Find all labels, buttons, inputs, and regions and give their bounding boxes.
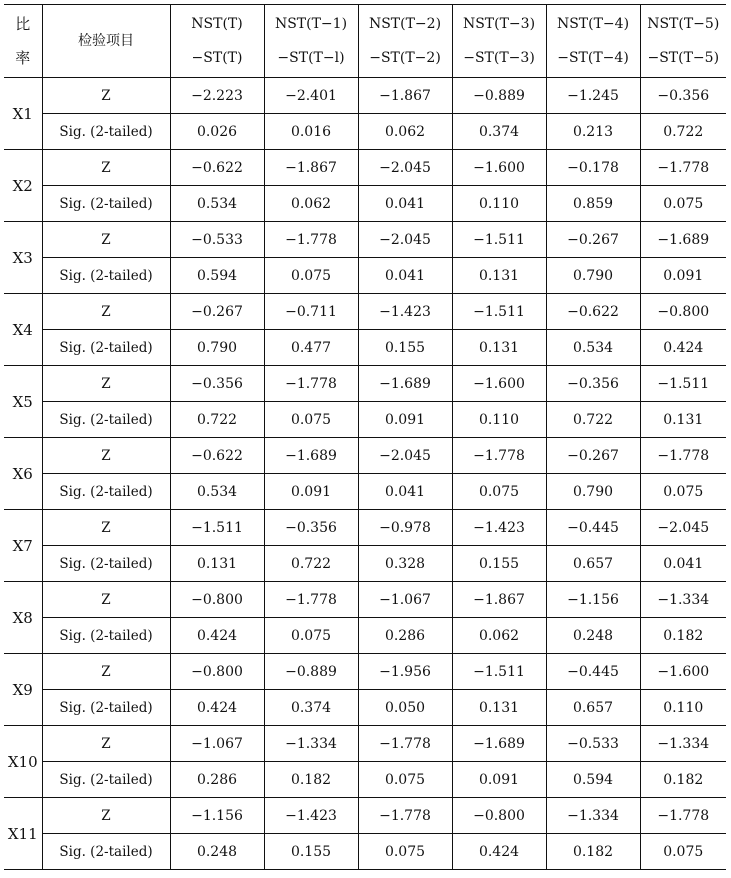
sig-value: 0.534	[170, 474, 264, 510]
ratio-label: X4	[4, 294, 42, 366]
column-header-line1: NST(T−1)	[274, 16, 348, 32]
z-value: −0.178	[546, 150, 640, 186]
z-row	[4, 366, 726, 402]
table-body	[4, 78, 726, 870]
z-row	[4, 510, 726, 546]
sig-value: 0.248	[546, 618, 640, 654]
z-value: −1.334	[264, 726, 358, 762]
item-label-z: Z	[42, 510, 170, 546]
z-value: −1.778	[358, 726, 452, 762]
sig-value: 0.328	[358, 546, 452, 582]
z-value: −0.978	[358, 510, 452, 546]
z-value: −1.423	[358, 294, 452, 330]
sig-value: 0.657	[546, 546, 640, 582]
sig-value: 0.131	[640, 402, 726, 438]
z-value: −2.045	[358, 150, 452, 186]
sig-value: 0.131	[170, 546, 264, 582]
sig-value: 0.062	[358, 114, 452, 150]
z-value: −1.600	[452, 150, 546, 186]
sig-row	[4, 762, 726, 798]
sig-value: 0.594	[170, 258, 264, 294]
header-row	[4, 5, 726, 78]
sig-value: 0.041	[358, 186, 452, 222]
column-header	[264, 5, 358, 78]
sig-value: 0.182	[640, 618, 726, 654]
sig-value: 0.248	[170, 834, 264, 870]
z-value: −0.267	[546, 438, 640, 474]
z-value: −1.778	[264, 222, 358, 258]
z-value: −1.423	[264, 798, 358, 834]
sig-value: 0.286	[170, 762, 264, 798]
column-header	[640, 5, 726, 78]
z-value: −0.800	[640, 294, 726, 330]
sig-row	[4, 186, 726, 222]
item-label-sig: Sig. (2-tailed)	[42, 474, 170, 510]
sig-value: 0.286	[358, 618, 452, 654]
z-value: −1.511	[452, 294, 546, 330]
sig-value: 0.026	[170, 114, 264, 150]
item-label-sig: Sig. (2-tailed)	[42, 618, 170, 654]
sig-value: 0.075	[264, 258, 358, 294]
item-header: 检验项目	[42, 5, 170, 78]
z-row	[4, 654, 726, 690]
item-label-sig: Sig. (2-tailed)	[42, 834, 170, 870]
sig-value: 0.075	[640, 186, 726, 222]
sig-value: 0.722	[640, 114, 726, 150]
z-value: −2.045	[358, 222, 452, 258]
z-value: −1.334	[546, 798, 640, 834]
z-value: −1.689	[640, 222, 726, 258]
column-header-line2: −ST(T−5)	[647, 50, 720, 66]
column-header-line1: NST(T−4)	[556, 16, 630, 32]
z-value: −2.045	[358, 438, 452, 474]
statistics-table	[4, 4, 726, 870]
sig-value: 0.091	[452, 762, 546, 798]
z-value: −0.356	[264, 510, 358, 546]
sig-value: 0.091	[358, 402, 452, 438]
column-header-line2: −ST(T−2)	[369, 50, 441, 66]
sig-value: 0.859	[546, 186, 640, 222]
column-header-line1: NST(T−2)	[368, 16, 442, 32]
column-header-line2: −ST(T−3)	[463, 50, 535, 66]
z-value: −0.800	[452, 798, 546, 834]
z-value: −2.223	[170, 78, 264, 114]
column-header-line1: NST(T−3)	[462, 16, 536, 32]
z-value: −1.956	[358, 654, 452, 690]
z-row	[4, 798, 726, 834]
item-label-z: Z	[42, 366, 170, 402]
sig-value: 0.790	[170, 330, 264, 366]
z-value: −0.622	[546, 294, 640, 330]
sig-row	[4, 114, 726, 150]
z-value: −0.622	[170, 150, 264, 186]
z-value: −1.156	[546, 582, 640, 618]
z-value: −0.622	[170, 438, 264, 474]
sig-row	[4, 690, 726, 726]
z-value: −1.778	[264, 582, 358, 618]
z-value: −0.533	[170, 222, 264, 258]
z-value: −1.511	[452, 222, 546, 258]
sig-value: 0.110	[452, 402, 546, 438]
z-value: −1.867	[264, 150, 358, 186]
z-row	[4, 582, 726, 618]
item-label-z: Z	[42, 150, 170, 186]
sig-value: 0.182	[546, 834, 640, 870]
z-row	[4, 294, 726, 330]
sig-row	[4, 834, 726, 870]
sig-value: 0.075	[358, 834, 452, 870]
ratio-label: X3	[4, 222, 42, 294]
sig-value: 0.374	[452, 114, 546, 150]
z-value: −1.600	[452, 366, 546, 402]
z-value: −1.867	[358, 78, 452, 114]
z-value: −0.800	[170, 654, 264, 690]
z-value: −1.778	[640, 438, 726, 474]
sig-value: 0.075	[264, 618, 358, 654]
z-value: −0.356	[546, 366, 640, 402]
z-row	[4, 438, 726, 474]
z-value: −1.334	[640, 726, 726, 762]
z-value: −1.778	[358, 798, 452, 834]
sig-value: 0.050	[358, 690, 452, 726]
z-value: −1.600	[640, 654, 726, 690]
sig-value: 0.075	[264, 402, 358, 438]
ratio-label: X11	[4, 798, 42, 870]
sig-row	[4, 474, 726, 510]
column-header	[452, 5, 546, 78]
sig-value: 0.722	[264, 546, 358, 582]
z-value: −1.778	[452, 438, 546, 474]
z-row	[4, 150, 726, 186]
sig-value: 0.131	[452, 258, 546, 294]
sig-value: 0.182	[640, 762, 726, 798]
z-value: −1.689	[264, 438, 358, 474]
item-label-sig: Sig. (2-tailed)	[42, 186, 170, 222]
z-value: −1.067	[358, 582, 452, 618]
sig-value: 0.091	[264, 474, 358, 510]
sig-value: 0.534	[170, 186, 264, 222]
item-label-z: Z	[42, 654, 170, 690]
column-header	[358, 5, 452, 78]
sig-row	[4, 402, 726, 438]
sig-value: 0.594	[546, 762, 640, 798]
sig-value: 0.041	[358, 474, 452, 510]
ratio-label: X10	[4, 726, 42, 798]
item-label-z: Z	[42, 294, 170, 330]
sig-value: 0.041	[640, 546, 726, 582]
sig-row	[4, 258, 726, 294]
sig-value: 0.131	[452, 690, 546, 726]
z-value: −1.689	[358, 366, 452, 402]
z-value: −2.045	[640, 510, 726, 546]
sig-value: 0.155	[358, 330, 452, 366]
sig-value: 0.075	[640, 834, 726, 870]
z-value: −1.778	[640, 150, 726, 186]
sig-value: 0.424	[170, 690, 264, 726]
z-value: −1.423	[452, 510, 546, 546]
item-label-sig: Sig. (2-tailed)	[42, 690, 170, 726]
ratio-label: X2	[4, 150, 42, 222]
sig-value: 0.091	[640, 258, 726, 294]
item-label-z: Z	[42, 798, 170, 834]
sig-value: 0.131	[452, 330, 546, 366]
item-label-z: Z	[42, 726, 170, 762]
sig-value: 0.424	[640, 330, 726, 366]
column-header-line2: −ST(T)	[191, 50, 243, 66]
z-value: −0.533	[546, 726, 640, 762]
sig-value: 0.477	[264, 330, 358, 366]
z-value: −2.401	[264, 78, 358, 114]
sig-value: 0.110	[640, 690, 726, 726]
z-value: −0.889	[452, 78, 546, 114]
sig-row	[4, 618, 726, 654]
z-value: −1.778	[264, 366, 358, 402]
ratio-label: X8	[4, 582, 42, 654]
sig-value: 0.374	[264, 690, 358, 726]
sig-value: 0.534	[546, 330, 640, 366]
sig-value: 0.790	[546, 474, 640, 510]
item-label-z: Z	[42, 222, 170, 258]
sig-value: 0.062	[264, 186, 358, 222]
z-value: −1.689	[452, 726, 546, 762]
item-label-sig: Sig. (2-tailed)	[42, 258, 170, 294]
sig-value: 0.155	[264, 834, 358, 870]
item-label-z: Z	[42, 438, 170, 474]
z-value: −1.867	[452, 582, 546, 618]
sig-value: 0.182	[264, 762, 358, 798]
sig-row	[4, 330, 726, 366]
sig-value: 0.075	[358, 762, 452, 798]
column-header-line2: −ST(T−l)	[277, 50, 345, 66]
sig-value: 0.155	[452, 546, 546, 582]
z-value: −1.778	[640, 798, 726, 834]
sig-value: 0.016	[264, 114, 358, 150]
column-header-line1: NST(T)	[191, 16, 243, 32]
z-value: −1.334	[640, 582, 726, 618]
ratio-label: X7	[4, 510, 42, 582]
sig-value: 0.213	[546, 114, 640, 150]
z-value: −0.356	[170, 366, 264, 402]
item-label-sig: Sig. (2-tailed)	[42, 114, 170, 150]
z-value: −1.511	[170, 510, 264, 546]
z-row	[4, 78, 726, 114]
ratio-label: X5	[4, 366, 42, 438]
z-row	[4, 222, 726, 258]
z-value: −0.445	[546, 510, 640, 546]
z-value: −0.889	[264, 654, 358, 690]
sig-value: 0.041	[358, 258, 452, 294]
ratio-header	[4, 5, 42, 78]
column-header	[170, 5, 264, 78]
sig-row	[4, 546, 726, 582]
z-value: −0.267	[170, 294, 264, 330]
item-label-z: Z	[42, 78, 170, 114]
z-value: −0.800	[170, 582, 264, 618]
item-label-sig: Sig. (2-tailed)	[42, 330, 170, 366]
sig-value: 0.075	[640, 474, 726, 510]
sig-value: 0.424	[452, 834, 546, 870]
z-value: −1.067	[170, 726, 264, 762]
column-header-line1: NST(T−5)	[647, 16, 720, 32]
z-value: −0.356	[640, 78, 726, 114]
ratio-header-line2: 率	[15, 49, 31, 67]
sig-value: 0.722	[170, 402, 264, 438]
column-header	[546, 5, 640, 78]
column-header-line2: −ST(T−4)	[557, 50, 629, 66]
z-value: −1.511	[452, 654, 546, 690]
sig-value: 0.424	[170, 618, 264, 654]
z-value: −0.445	[546, 654, 640, 690]
sig-value: 0.790	[546, 258, 640, 294]
sig-value: 0.110	[452, 186, 546, 222]
z-row	[4, 726, 726, 762]
ratio-label: X6	[4, 438, 42, 510]
item-label-sig: Sig. (2-tailed)	[42, 402, 170, 438]
z-value: −1.511	[640, 366, 726, 402]
z-value: −0.711	[264, 294, 358, 330]
ratio-label: X1	[4, 78, 42, 150]
z-value: −1.156	[170, 798, 264, 834]
item-label-sig: Sig. (2-tailed)	[42, 546, 170, 582]
sig-value: 0.657	[546, 690, 640, 726]
item-label-z: Z	[42, 582, 170, 618]
sig-value: 0.075	[452, 474, 546, 510]
sig-value: 0.062	[452, 618, 546, 654]
z-value: −0.267	[546, 222, 640, 258]
ratio-label: X9	[4, 654, 42, 726]
sig-value: 0.722	[546, 402, 640, 438]
item-label-sig: Sig. (2-tailed)	[42, 762, 170, 798]
z-value: −1.245	[546, 78, 640, 114]
ratio-header-line1: 比	[15, 15, 31, 33]
